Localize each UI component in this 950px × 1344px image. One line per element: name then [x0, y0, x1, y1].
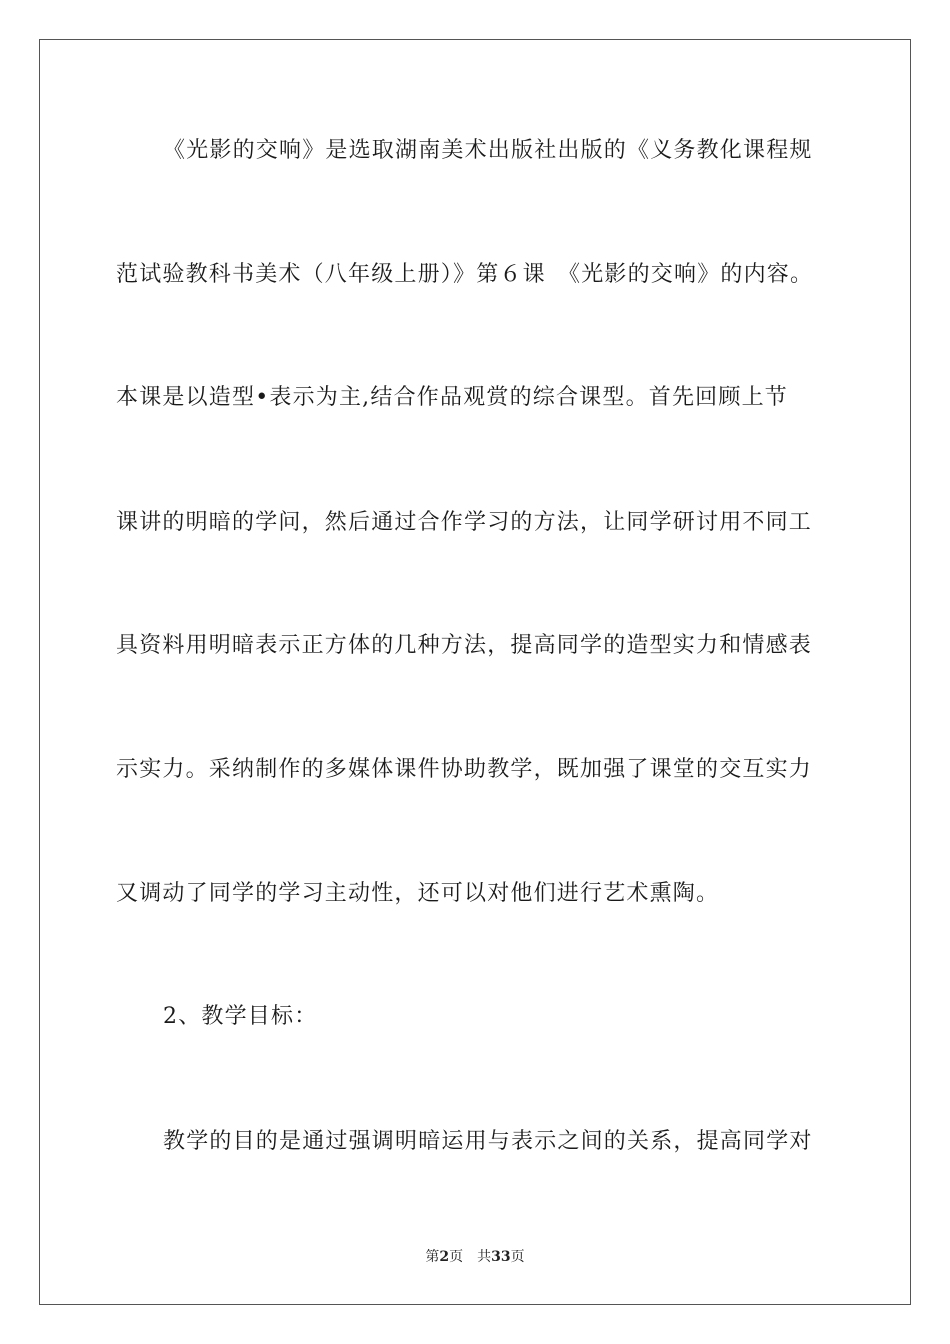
footer-total-suffix: 页 [510, 1249, 525, 1265]
page-footer [0, 1248, 950, 1266]
section-heading-teaching-goals: 2、教学目标： [163, 1004, 318, 1029]
footer-page-number: 2 [439, 1249, 450, 1265]
footer-total-prefix: 共 [477, 1249, 492, 1265]
paragraph-line-6: 示实力。采纳制作的多媒体课件协助教学，既加强了课堂的交互实力 [116, 757, 813, 782]
paragraph-line-3: 本课是以造型•表示为主,结合作品观赏的综合课型。首先回顾上节 [116, 385, 788, 410]
paragraph-line-7: 又调动了同学的学习主动性，还可以对他们进行艺术熏陶。 [116, 881, 720, 906]
page-border [39, 39, 911, 1305]
paragraph-line-2: 范试验教科书美术（八年级上册）》第６课 《光影的交响》的内容。 [116, 262, 814, 287]
paragraph-line-1: 《光影的交响》是选取湖南美术出版社出版的《义务教化课程规 [163, 138, 813, 163]
paragraph-line-9: 教学的目的是通过强调明暗运用与表示之间的关系，提高同学对 [163, 1129, 813, 1154]
footer-page-suffix: 页 [449, 1249, 464, 1265]
footer-total-pages: 33 [491, 1249, 511, 1265]
paragraph-line-5: 具资料用明暗表示正方体的几种方法，提高同学的造型实力和情感表 [116, 633, 813, 658]
footer-page-prefix: 第 [425, 1249, 440, 1265]
paragraph-line-4: 课讲的明暗的学问，然后通过合作学习的方法，让同学研讨用不同工 [116, 510, 813, 535]
